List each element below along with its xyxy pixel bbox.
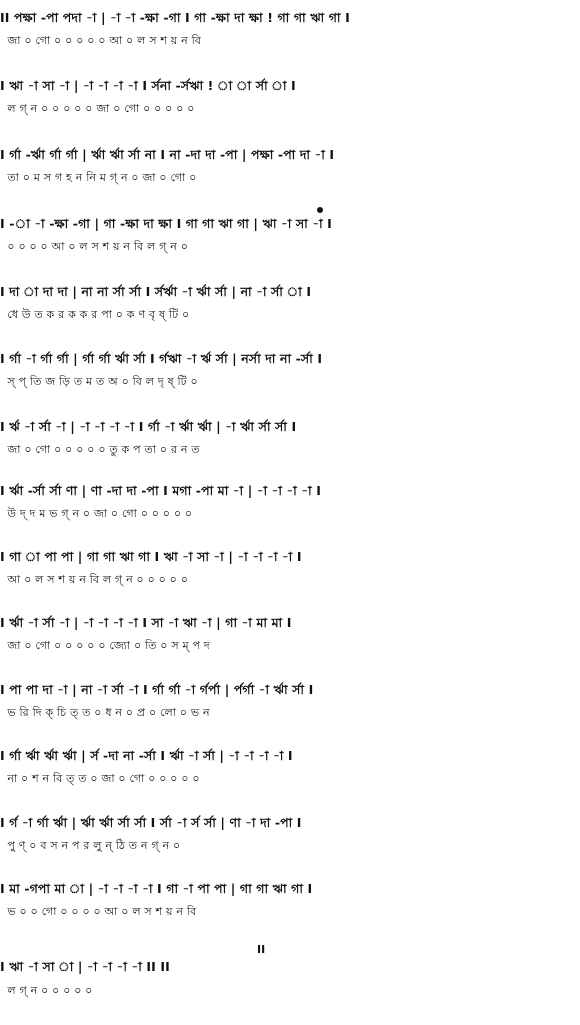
notation-line-12: I র্গা র্ঋা র্ঋা র্ঋা | র্স -দা না -র্সা I র্ঋা -া র্সা | -া -া -া -া I — [0, 748, 293, 763]
notation-line-13: I র্গ -া র্গা র্ঋা | র্ঋা র্ঋা র্সা র্সা I র্সা -া র্স র্সা | ণা -া দা -পা I — [0, 815, 302, 830]
notation-line-5: I দা া দা দা | না না র্সা র্সা I র্সর্ঋা -া র্ঋা র্সা | না -া র্সা া I — [0, 284, 312, 299]
notation-line-9: I গা া পা পা | গা গা ঋা গা I ঋা -া সা -া | -া -া -া -া I — [0, 549, 302, 564]
lyric-line-7: জা ০ গো ০ ০ ০ ০ ০ তু ক প তা ০ র ন ত — [0, 443, 200, 456]
notation-line-8: I র্ঋা -র্সা র্সা ণা | ণা -দা দা -পা I মগা -পা মা -া | -া -া -া -া I — [0, 483, 321, 498]
lyric-line-13: পু ণ্ ০ ব স ন প র লু ন্ ঠি ত ন গ্ ন ০ — [0, 839, 181, 852]
lyric-line-8: উ দ্ দ ম ভ গ্ ন ০ জা ০ গো ০ ০ ০ ০ ০ — [0, 507, 193, 520]
ink-dot-mark — [317, 207, 323, 213]
lyric-line-9: আ ০ ল স শ য় ন বি ল গ্ ন ০ ০ ০ ০ ০ — [0, 573, 189, 586]
notation-line-14: I মা -গপা মা া | -া -া -া -া I গা -া পা পা | গা গা ঋা গা I — [0, 881, 313, 896]
notation-line-15: I ঋা -া সা া | -া -া -া -া II II — [0, 959, 170, 974]
notation-line-3: I র্গা -র্ঋা র্গা র্গা | র্ঋা র্ঋা র্সা না I না -দা দা -পা | পক্ষা -পা দা -া I — [0, 147, 335, 162]
notation-line-10: I র্ঋা -া র্সা -া | -া -া -া -া I সা -া ঋা -া | গা -া মা মা I — [0, 615, 292, 630]
lyric-line-11: ভ রি দি ক্ চি ত্ ত ০ ধ ন ০ প্র ০ লো ০ ভ ন — [0, 706, 210, 719]
lyric-line-15: ল গ্ ন ০ ০ ০ ০ ০ — [0, 984, 93, 997]
notation-line-6: I র্গা -া র্গা র্গা | র্গা র্গা র্ঋা র্সা I র্গঋা -া র্ঋ র্সা | নর্সা দা না -র্সা I — [0, 351, 323, 366]
notation-line-2: I ঋা -া সা -া | -া -া -া -া I র্সনা -র্সঋা ! া া র্সা া I — [0, 78, 296, 93]
lyric-line-4: ০ ০ ০ ০ আ ০ ল স শ য় ন বি ল গ্ ন ০ — [0, 240, 189, 253]
lyric-line-5: ধে উ ত ক র ক ক র পা ০ ক ণ বৃ ষ্ টি ০ — [0, 308, 190, 321]
lyric-line-2: ল গ্ ন ০ ০ ০ ০ ০ জা ০ গো ০ ০ ০ ০ ০ — [0, 102, 195, 115]
lyric-line-14: ভ ০ ০ গো ০ ০ ০ ০ আ ০ ল স শ য় ন বি — [0, 905, 197, 918]
lyric-line-1: জা ০ গো ০ ০ ০ ০ ০ আ ০ ল স শ য় ন বি — [0, 34, 202, 47]
lyric-line-10: জা ০ গো ০ ০ ০ ০ ০ জ্যো ০ তি ০ স ম্ প দ — [0, 639, 210, 652]
lyric-line-12: না ০ শ ন বি ত্ ত ০ জা ০ গো ০ ০ ০ ০ ০ — [0, 772, 200, 785]
lyric-line-3: তা ০ ম স গ হ ন নি ম গ্ ন ০ জা ০ গো ০ — [0, 171, 197, 184]
notation-line-4: I -া -া -ক্ষা -গা | গা -ক্ষা দা ক্ষা I গা গা ঋা গা | ঋা -া সা -া I — [0, 216, 332, 231]
notation-line-11: I পা পা দা -া | না -া র্সা -া I র্গা র্গা -া র্গর্পা | র্পর্গা -া র্ঋা র্সা I — [0, 682, 314, 697]
final-barline-mark: II — [257, 943, 266, 956]
notation-line-1: II পক্ষা -পা পদা -া | -া -া -ক্ষা -গা I গা -ক্ষা দা ক্ষা ! গা গা ঋা গা I — [0, 10, 350, 25]
notation-line-7: I র্ঋ -া র্সা -া | -া -া -া -া I র্গা -া র্ঋা র্ঋা | -া র্ঋা র্সা র্সা I — [0, 419, 297, 434]
lyric-line-6: স্ প্ তি জ ড়ি ত ম ত অ ০ বি ল দৃ ষ্ টি ০ — [0, 375, 198, 388]
